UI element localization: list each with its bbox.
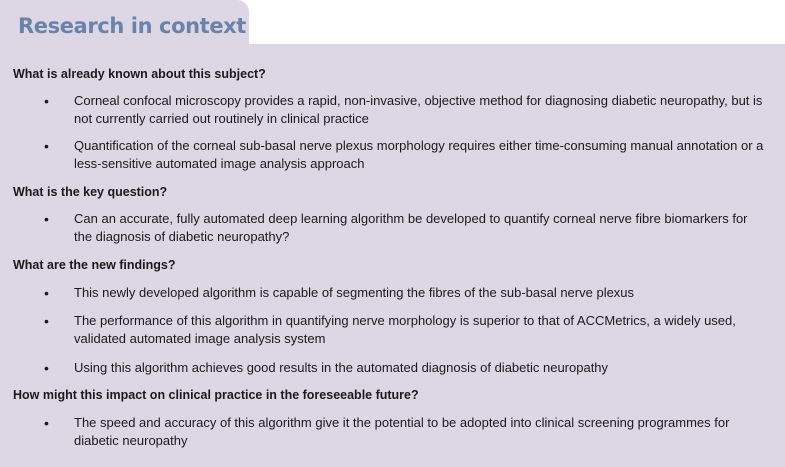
bullet-icon: • [44, 285, 49, 301]
section-heading-clinical-impact: How might this impact on clinical practice in the foreseeable future? [13, 388, 419, 402]
bullet-icon: • [44, 360, 49, 376]
list-item-text: Corneal confocal microscopy provides a rapid, non-invasive, objective method for diagnosing diabetic neuropathy, but is not currently carried out routinely in clinical practice [74, 93, 763, 126]
title-tab [0, 0, 249, 44]
section-heading-new-findings: What are the new findings? [13, 258, 176, 272]
list-item-text: Quantification of the corneal sub-basal nerve plexus morphology requires either time-consuming manual annotation or a less-sensitive automated image analysis approach [74, 138, 764, 171]
research-in-context-panel [0, 44, 785, 467]
list-item-text: Can an accurate, fully automated deep learning algorithm be developed to quantify corneal nerve fibre biomarkers for the diagnosis of diabetic neuropathy? [74, 211, 748, 244]
list-item-text: The performance of this algorithm in quantifying nerve morphology is superior to that of ACCMetrics, a widely used, validated automated image analysis system [74, 313, 736, 346]
list-item-text: The speed and accuracy of this algorithm give it the potential to be adopted into clinical screening programmes for diabetic neuropathy [74, 415, 730, 448]
section-heading-known: What is already known about this subject? [13, 67, 266, 81]
bullet-icon: • [44, 93, 49, 109]
box-title: Research in context [18, 14, 246, 38]
bullet-icon: • [44, 138, 49, 154]
bullet-icon: • [44, 313, 49, 329]
section-heading-key-question: What is the key question? [13, 185, 168, 199]
list-item-text: This newly developed algorithm is capable of segmenting the fibres of the sub-basal nerve plexus [74, 285, 635, 300]
bullet-icon: • [44, 415, 49, 431]
list-item-text: Using this algorithm achieves good results in the automated diagnosis of diabetic neuropathy [74, 360, 609, 375]
bullet-icon: • [44, 211, 49, 227]
